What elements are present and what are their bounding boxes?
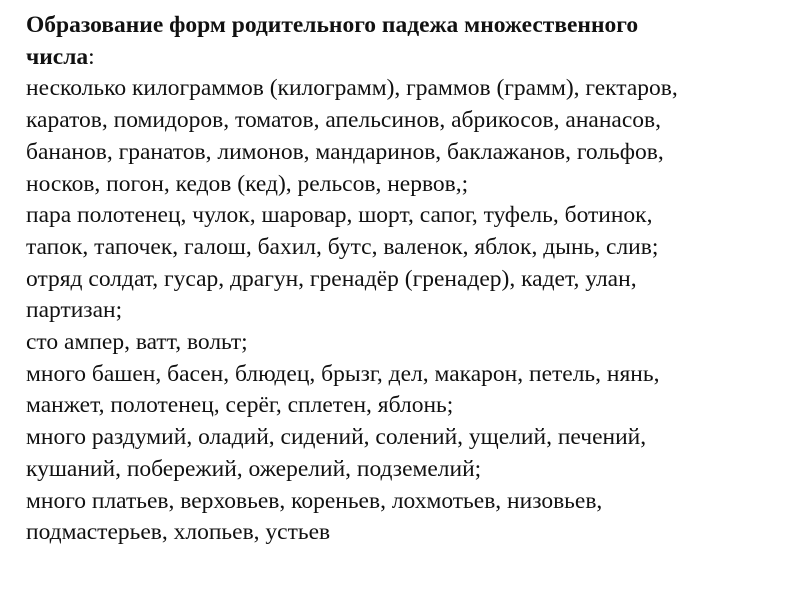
text-line: подмастерьев, хлопьев, устьев <box>26 519 331 546</box>
text-line: много раздумий, оладий, сидений, солений, ущелий, печений, <box>26 424 647 451</box>
text-line: много башен, басен, блюдец, брызг, дел, макарон, петель, нянь, <box>26 360 660 387</box>
text-line: бананов, гранатов, лимонов, мандаринов, баклажанов, гольфов, <box>26 138 664 165</box>
text-line: кушаний, побережий, ожерелий, подземелий; <box>26 455 482 482</box>
text-line: отряд солдат, гусар, драгун, гренадёр (гренадер), кадет, улан, <box>26 265 637 292</box>
title-colon: : <box>88 43 95 70</box>
title-line-2: числа <box>26 43 89 70</box>
text-line: каратов, помидоров, томатов, апельсинов, абрикосов, ананасов, <box>26 107 661 134</box>
text-line: тапок, тапочек, галош, бахил, бутс, валенок, яблок, дынь, слив; <box>26 233 659 260</box>
text-line: манжет, полотенец, серёг, сплетен, яблонь; <box>26 392 454 419</box>
text-line: много платьев, верховьев, кореньев, лохмотьев, низовьев, <box>26 487 603 514</box>
text-line: партизан; <box>26 297 123 324</box>
text-line: сто ампер, ватт, вольт; <box>26 329 248 356</box>
text-line: носков, погон, кедов (кед), рельсов, нервов,; <box>26 170 469 197</box>
text-line: пара полотенец, чулок, шаровар, шорт, сапог, туфель, ботинок, <box>26 202 653 229</box>
text-line: несколько килограммов (килограмм), граммов (грамм), гектаров, <box>26 75 678 102</box>
title <box>26 10 786 73</box>
text-block <box>26 10 786 549</box>
title-line-1: Образование форм родительного падежа множественного <box>26 12 639 38</box>
